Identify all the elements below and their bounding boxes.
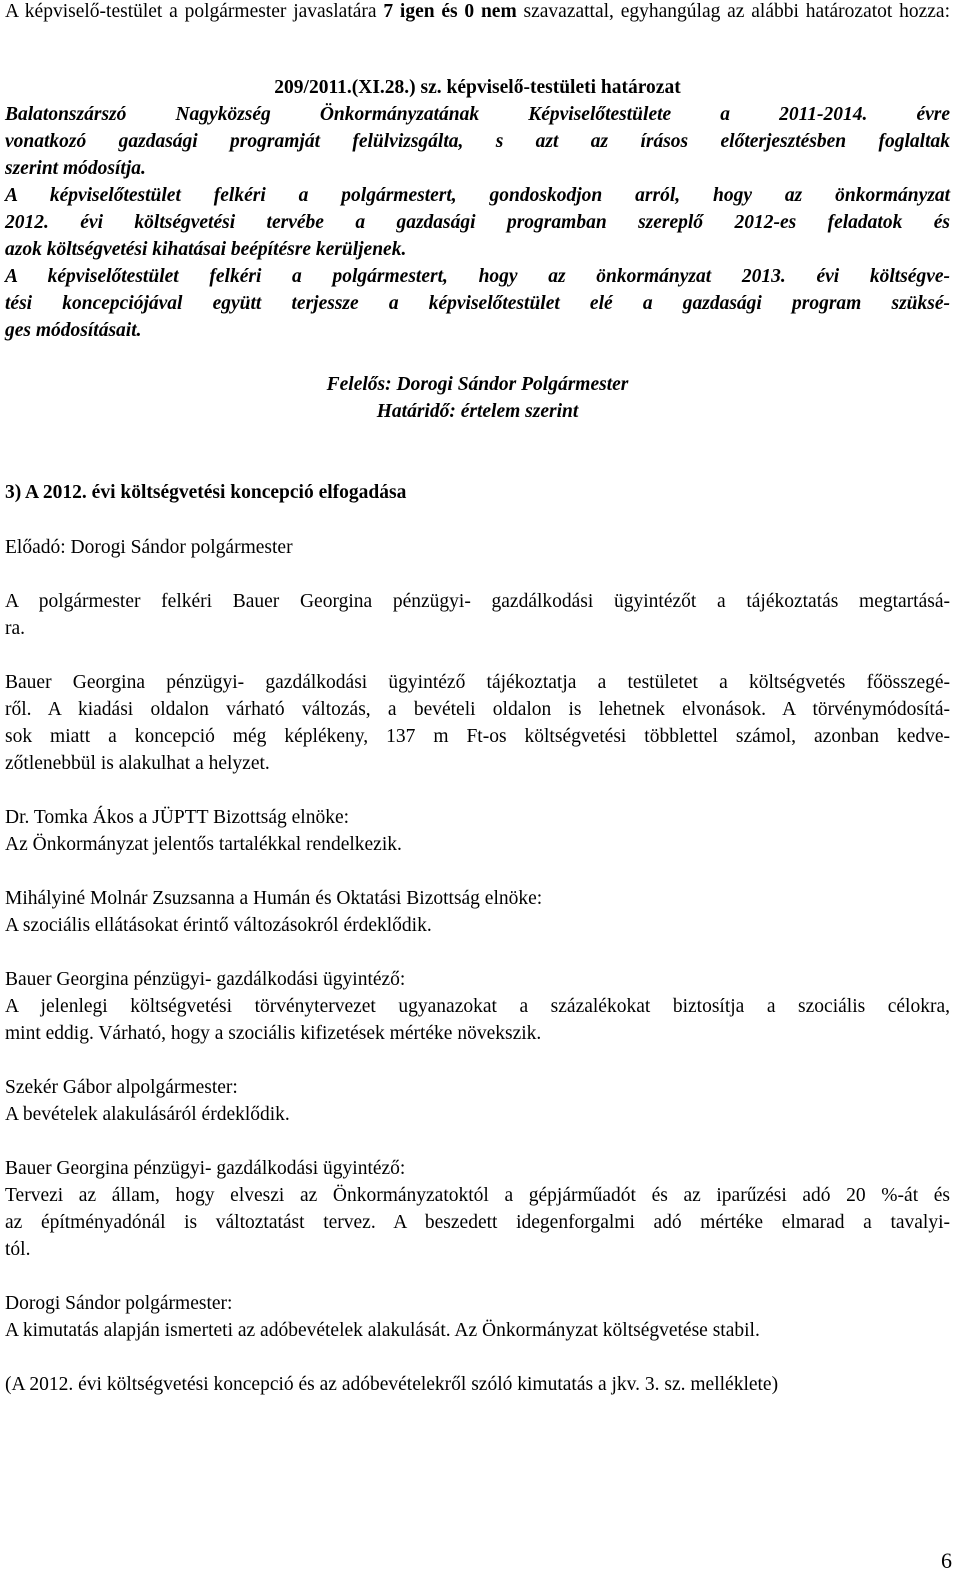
speaker-3-line2: mint eddig. Várható, hogy a szociális kifizetések mértéke növekszik. [5, 1023, 542, 1044]
section-p2-line2: ről. A kiadási oldalon várható változás, a bevételi oldalon is lehetnek elvonások. A törvénymódosítá- [5, 699, 950, 720]
speaker-6-text: A kimutatás alapján ismerteti az adóbevételek alakulását. Az Önkormányzat költségvetése stabil. [5, 1320, 760, 1341]
intro-line-1 [5, 0, 950, 25]
speaker-4-name: Szekér Gábor alpolgármester: [5, 1077, 238, 1098]
speaker-4-text: A bevételek alakulásáról érdeklődik. [5, 1104, 290, 1125]
intro-vote: 7 igen és 0 nem [383, 1, 517, 22]
speaker-1-name: Dr. Tomka Ákos a JÜPTT Bizottság elnöke: [5, 807, 350, 828]
speaker-2-text: A szociális ellátásokat érintő változásokról érdeklődik. [5, 915, 432, 936]
resolution-p1-line1: Balatonszárszó Nagyközség Önkormányzatának Képviselőtestülete a 2011-2014. évre [5, 104, 950, 125]
resolution-deadline: Határidő: értelem szerint [376, 401, 579, 422]
intro-before: A képviselő-testület a polgármester javaslatára [5, 1, 384, 22]
section-p1-line1: A polgármester felkéri Bauer Georgina pénzügyi- gazdálkodási ügyintézőt a tájékoztatás megtartásá- [5, 591, 950, 612]
speaker-5-line3: tól. [5, 1239, 31, 1260]
speaker-5-line1: Tervezi az állam, hogy elveszi az Önkormányzatoktól a gépjárműadót és az iparűzési adó 20 %-át és [5, 1185, 950, 1206]
section-p2-line3: sok miatt a koncepció még képlékeny, 137 m Ft-os költségvetési többlettel számol, azonban kedve- [5, 726, 950, 747]
section-p1-line2: ra. [5, 618, 26, 639]
intro-after: szavazattal, egyhangúlag az alábbi határozatot hozza: [516, 1, 950, 22]
speaker-6-name: Dorogi Sándor polgármester: [5, 1293, 233, 1314]
section-heading: 3) A 2012. évi költségvetési koncepció elfogadása [5, 482, 407, 503]
section-p2-line4: zőtlenebbül is alakulhat a helyzet. [5, 753, 270, 774]
speaker-5-line2: az építményadónál is változtatást tervez. A beszedett idegenforgalmi adó mértéke elmarad a tavalyi- [5, 1212, 950, 1233]
attachment-note: (A 2012. évi költségvetési koncepció és az adóbevételekről szóló kimutatás a jkv. 3. sz. melléklete) [5, 1374, 779, 1395]
resolution-responsible: Felelős: Dorogi Sándor Polgármester [326, 374, 629, 395]
resolution-p1-line2: vonatkozó gazdasági programját felülvizsgálta, s azt az írásos előterjesztésben foglaltak [5, 131, 950, 152]
speaker-1-text: Az Önkormányzat jelentős tartalékkal rendelkezik. [5, 834, 402, 855]
speaker-3-line1: A jelenlegi költségvetési törvénytervezet ugyanazokat a százalékokat biztosítja a szociális célokra, [5, 996, 950, 1017]
speaker-3-name: Bauer Georgina pénzügyi- gazdálkodási ügyintéző: [5, 969, 406, 990]
speaker-5-name: Bauer Georgina pénzügyi- gazdálkodási ügyintéző: [5, 1158, 406, 1179]
resolution-p3-line2: tési koncepciójával együtt terjessze a képviselőtestület elé a gazdasági program szüksé- [5, 293, 950, 314]
speaker-2-name: Mihályiné Molnár Zsuzsanna a Humán és Oktatási Bizottság elnöke: [5, 888, 543, 909]
resolution-p2-line3: azok költségvetési kihatásai beépítésre kerüljenek. [5, 239, 407, 260]
section-p2-line1: Bauer Georgina pénzügyi- gazdálkodási ügyintéző tájékoztatja a testületet a költségvetés főösszegé- [5, 672, 950, 693]
resolution-p2-line2: 2012. évi költségvetési tervébe a gazdasági programban szereplő 2012-es feladatok és [5, 212, 950, 233]
resolution-p2-line1: A képviselőtestület felkéri a polgármestert, gondoskodjon arról, hogy az önkormányzat [5, 185, 950, 206]
resolution-p3-line3: ges módosításait. [5, 320, 142, 341]
page-number: 6 [941, 1548, 952, 1573]
presenter: Előadó: Dorogi Sándor polgármester [5, 537, 293, 558]
resolution-p1-line3: szerint módosítja. [5, 158, 146, 179]
resolution-p3-line1: A képviselőtestület felkéri a polgármestert, hogy az önkormányzat 2013. évi költségve- [5, 266, 950, 287]
resolution-title: 209/2011.(XI.28.) sz. képviselő-testületi határozat [274, 77, 681, 98]
